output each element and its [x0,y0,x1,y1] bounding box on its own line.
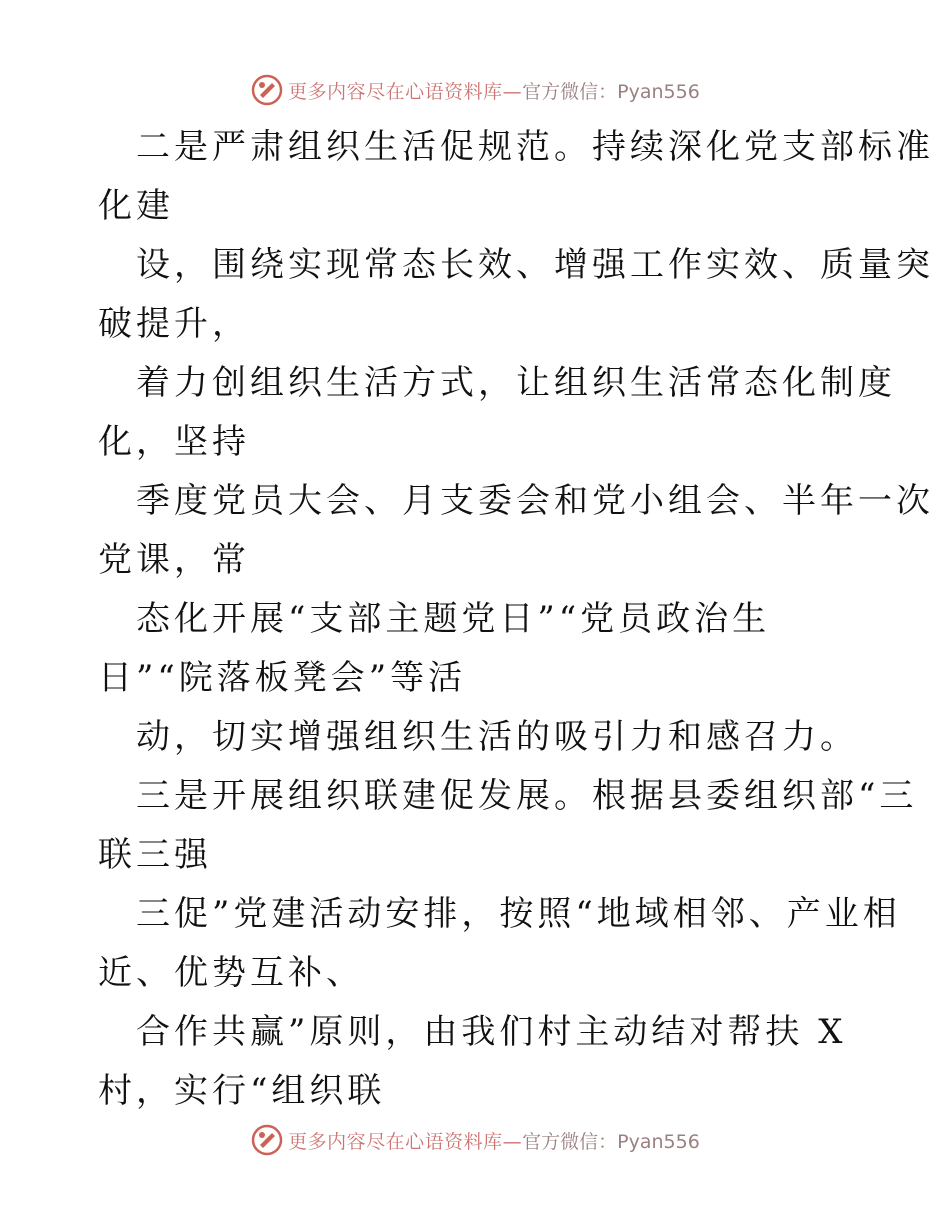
watermark-footer [0,1120,950,1160]
document-body [98,118,934,1121]
text-line: 三是开展组织联建促发展。根据县委组织部“三 [136,776,918,816]
text-line: 日”“院落板凳会”等活 [98,658,467,698]
watermark-text: 更多内容尽在心语资料库— [288,1130,523,1153]
text-line: 村，实行“组织联 [98,1071,386,1111]
text-line: 季度党员大会、月支委会和党小组会、半年一次 [136,481,934,521]
text-line: 动，切实增强组织生活的吸引力和感召力。 [136,717,858,757]
text-line: 二是严肃组织生活促规范。持续深化党支部标准 [136,127,934,167]
text-line: 着力创组织生活方式，让组织生活常态化制度 [136,363,896,403]
text-line: 党课，常 [98,540,250,580]
text-line: 化建 [98,186,174,226]
watermark-text: 更多内容尽在心语资料库— [288,80,523,103]
logo-icon [250,73,284,107]
text-line: 设，围绕实现常态长效、增强工作实效、质量突 [136,245,934,285]
watermark-suffix: 官方微信：Pyan556 [522,80,700,103]
watermark-suffix: 官方微信：Pyan556 [522,1130,700,1153]
text-line: 破提升， [98,304,250,344]
logo-icon [250,1123,284,1157]
text-line: 化，坚持 [98,422,250,462]
watermark-header [0,70,950,110]
text-line: 合作共赢”原则，由我们村主动结对帮扶 X [136,1012,847,1052]
text-line: 三促”党建活动安排，按照“地域相邻、产业相 [136,894,901,934]
text-line: 近、优势互补、 [98,953,364,993]
text-line: 联三强 [98,835,212,875]
text-line: 态化开展“支部主题党日”“党员政治生 [136,599,771,639]
